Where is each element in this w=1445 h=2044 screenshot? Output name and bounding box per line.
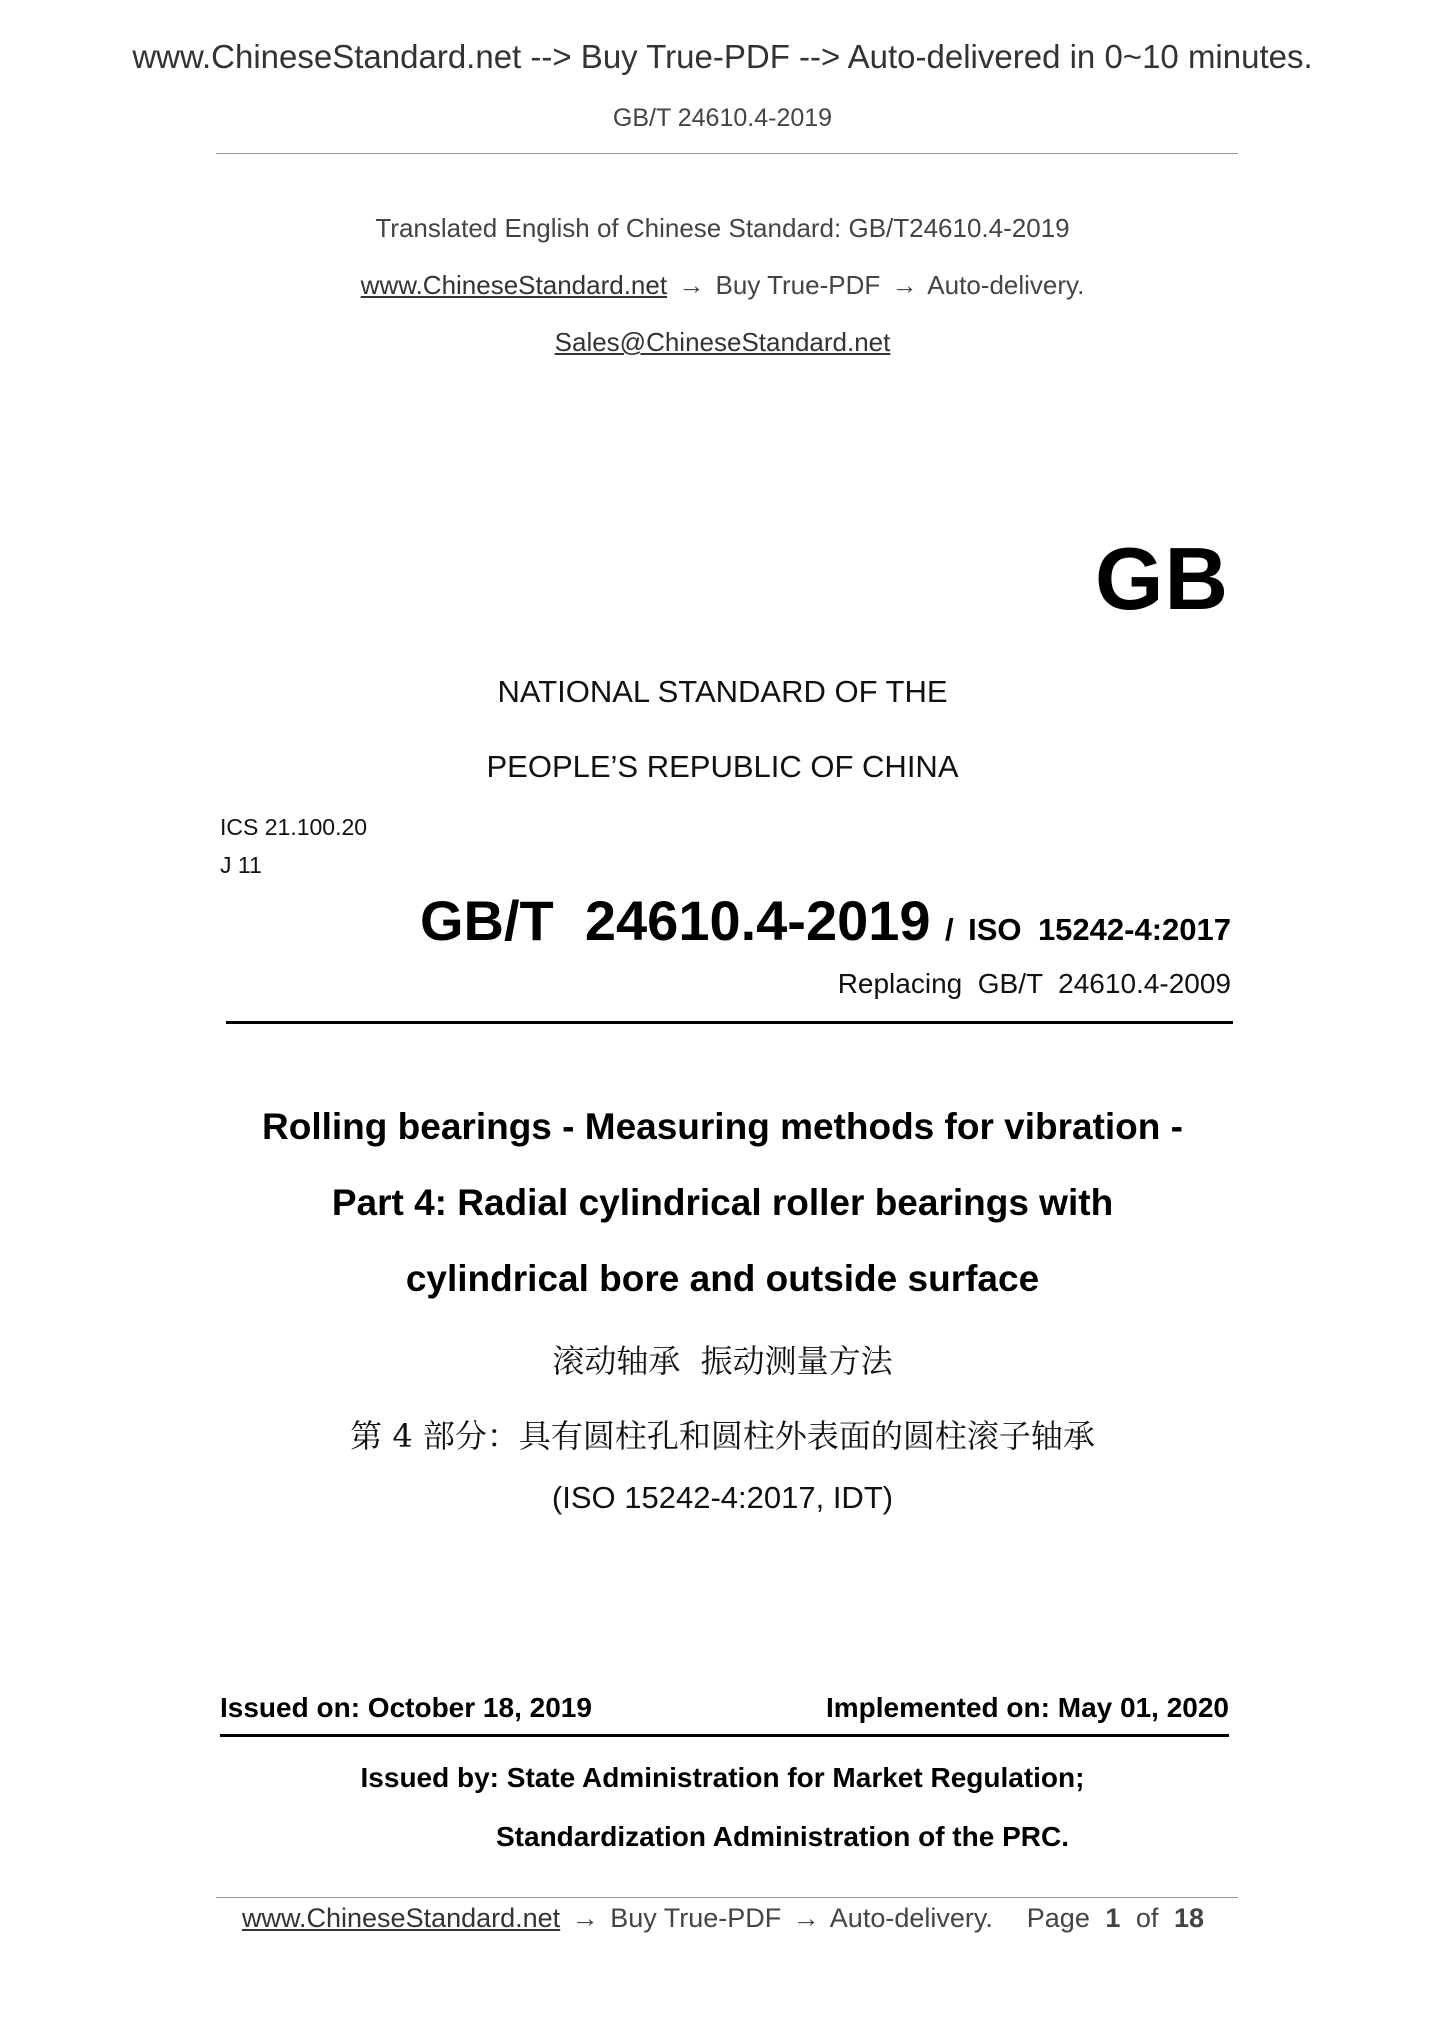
header-divider	[216, 153, 1238, 154]
gb-logo: GB	[1095, 529, 1229, 628]
implemented-date: Implemented on: May 01, 2020	[825, 1692, 1229, 1723]
promo-email-row	[0, 327, 1445, 358]
arrow-right-icon: →	[891, 270, 918, 300]
of-label: of	[1135, 1903, 1159, 1933]
page-indicator	[1027, 1903, 1204, 1934]
arrow-right-icon: →	[571, 1903, 599, 1933]
page-total: 18	[1173, 1903, 1204, 1933]
national-line-1: NATIONAL STANDARD OF THE	[497, 674, 948, 709]
standard-slash: /	[945, 912, 954, 947]
issuer-line-1: Issued by: State Administration for Market Regulation;	[360, 1762, 1085, 1793]
top-banner: www.ChineseStandard.net --> Buy True-PDF --> Auto-delivered in 0~10 minutes.	[132, 38, 1313, 75]
footer-site-link[interactable]: www.ChineseStandard.net	[242, 1903, 561, 1933]
footer-divider	[216, 1897, 1238, 1898]
promo-line	[0, 270, 1445, 301]
issued-date: Issued on: October 18, 2019	[220, 1692, 592, 1723]
title-line-2: Part 4: Radial cylindrical roller bearings with	[331, 1182, 1114, 1223]
iso-prefix: ISO	[968, 912, 1022, 947]
ccs-code: J 11	[220, 852, 262, 878]
page-label: Page	[1026, 1903, 1090, 1933]
footer-promo	[242, 1903, 993, 1934]
arrow-right-icon: →	[678, 270, 705, 300]
promo-delivery-text: Auto-delivery.	[927, 270, 1085, 300]
footer-delivery-text: Auto-delivery.	[829, 1903, 993, 1933]
standard-divider	[226, 1021, 1233, 1024]
promo-buy-text: Buy True-PDF	[715, 270, 881, 300]
iso-code: 15242-4:2017	[1037, 912, 1231, 947]
footer-buy-text: Buy True-PDF	[610, 1903, 782, 1933]
dates-divider	[220, 1734, 1229, 1737]
standard-code: GB/T 24610.4-2019	[420, 889, 931, 952]
issuer-line-2: Standardization Administration of the PRC.	[496, 1821, 1069, 1852]
national-line-2: PEOPLE’S REPUBLIC OF CHINA	[486, 749, 959, 784]
translated-line: Translated English of Chinese Standard: GB/T24610.4-2019	[375, 213, 1070, 243]
ics-code: ICS 21.100.20	[220, 814, 368, 840]
promo-site-link[interactable]: www.ChineseStandard.net	[360, 270, 668, 300]
standard-number	[420, 888, 1231, 953]
page-number: 1	[1105, 1903, 1121, 1933]
title-line-3: cylindrical bore and outside surface	[405, 1258, 1040, 1299]
promo-email-link[interactable]: Sales@ChineseStandard.net	[554, 327, 891, 357]
header-code: GB/T 24610.4-2019	[612, 104, 833, 132]
replacing-note: Replacing GB/T 24610.4-2009	[837, 968, 1231, 999]
title-line-1: Rolling bearings - Measuring methods for vibration -	[262, 1106, 1183, 1147]
arrow-right-icon: →	[792, 1903, 820, 1933]
chinese-title-line-1: 滚动轴承 振动测量方法	[552, 1342, 893, 1380]
idt-note: (ISO 15242-4:2017, IDT)	[551, 1480, 894, 1515]
chinese-title-line-2: 第 4 部分：具有圆柱孔和圆柱外表面的圆柱滚子轴承	[350, 1417, 1095, 1455]
